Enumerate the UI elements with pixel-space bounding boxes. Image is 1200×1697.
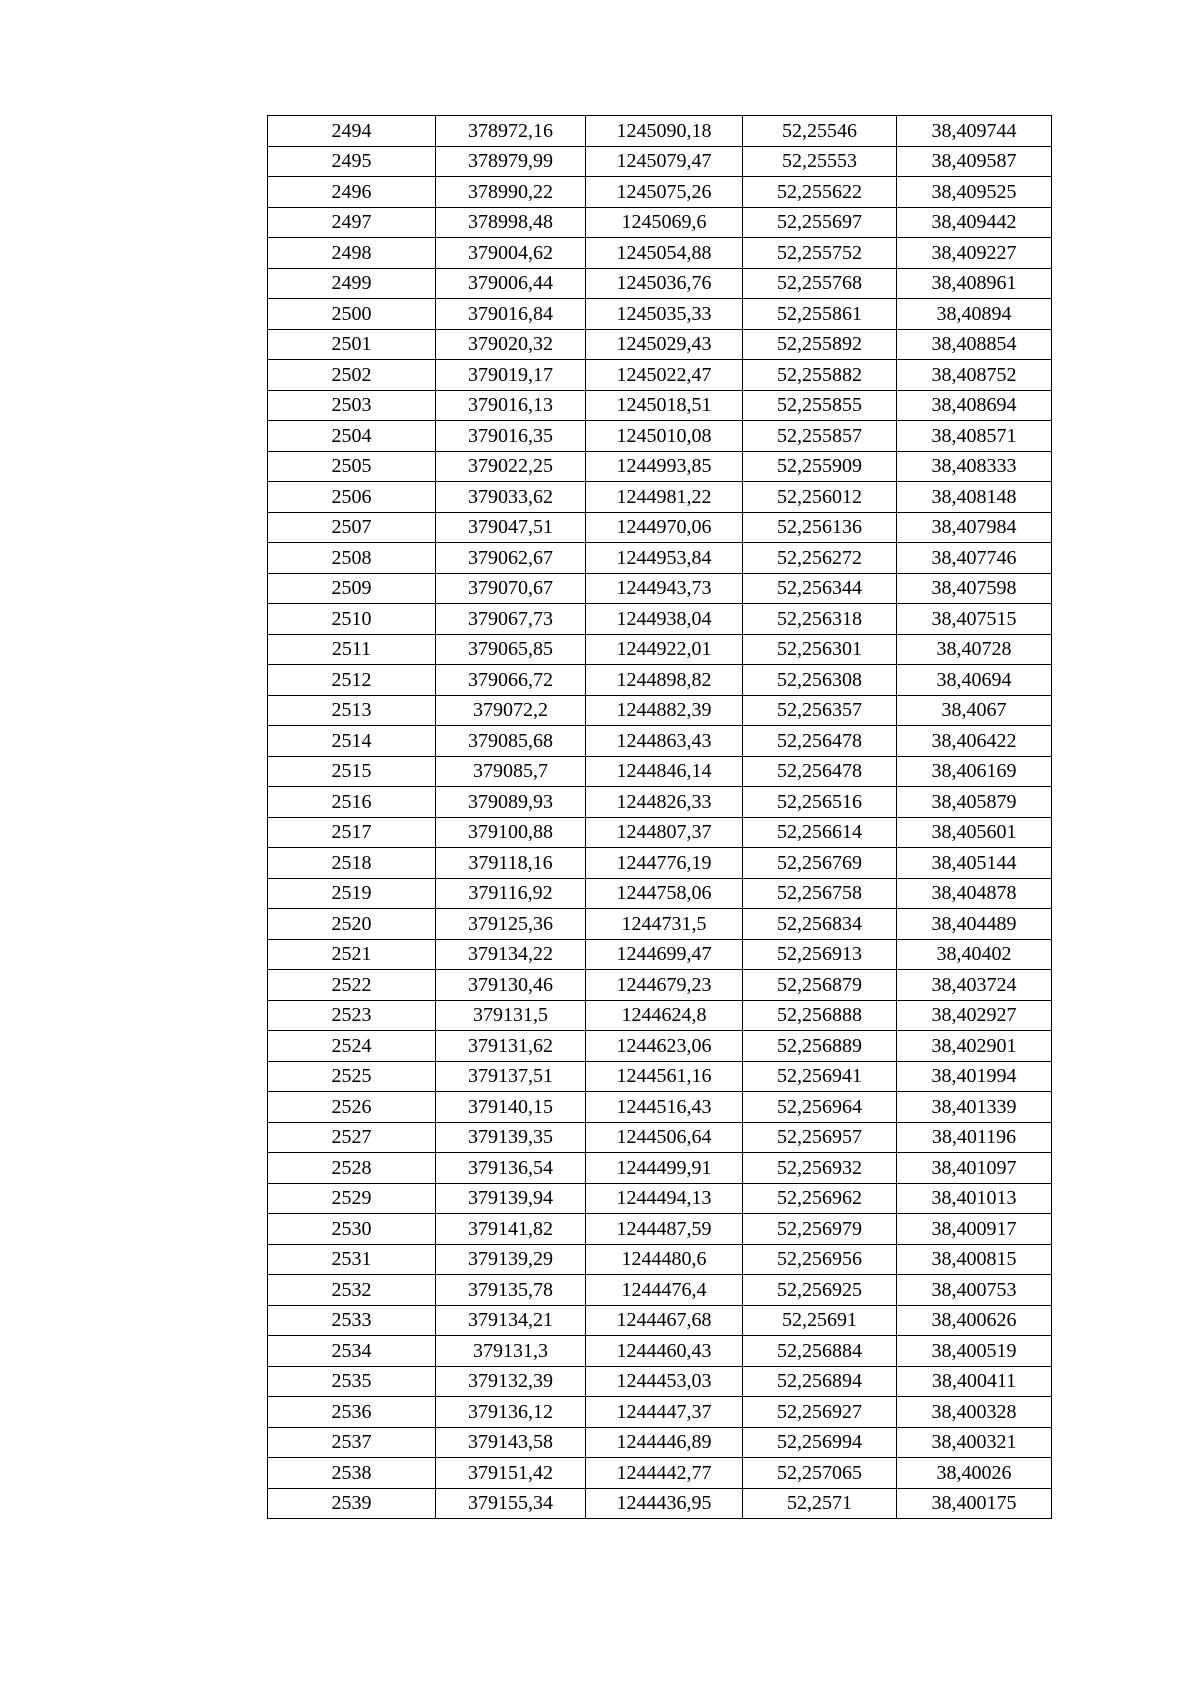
- latitude-cell: 52,256272: [743, 543, 897, 574]
- point-number-cell: 2520: [268, 909, 436, 940]
- x-coordinate-cell: 379130,46: [436, 970, 586, 1001]
- y-coordinate-cell: 1244981,22: [586, 482, 743, 513]
- point-number-cell: 2523: [268, 1000, 436, 1031]
- longitude-cell: 38,408961: [897, 268, 1052, 299]
- latitude-cell: 52,25546: [743, 116, 897, 147]
- latitude-cell: 52,256318: [743, 604, 897, 635]
- longitude-cell: 38,400411: [897, 1366, 1052, 1397]
- point-number-cell: 2527: [268, 1122, 436, 1153]
- x-coordinate-cell: 379089,93: [436, 787, 586, 818]
- table-row: [268, 451, 1052, 482]
- longitude-cell: 38,400519: [897, 1336, 1052, 1367]
- y-coordinate-cell: 1244679,23: [586, 970, 743, 1001]
- x-coordinate-cell: 379136,54: [436, 1153, 586, 1184]
- x-coordinate-cell: 379085,68: [436, 726, 586, 757]
- point-number-cell: 2522: [268, 970, 436, 1001]
- longitude-cell: 38,40728: [897, 634, 1052, 665]
- longitude-cell: 38,409525: [897, 177, 1052, 208]
- table-row: [268, 878, 1052, 909]
- table-row: [268, 604, 1052, 635]
- table-row: [268, 116, 1052, 147]
- x-coordinate-cell: 379047,51: [436, 512, 586, 543]
- table-row: [268, 543, 1052, 574]
- y-coordinate-cell: 1245079,47: [586, 146, 743, 177]
- x-coordinate-cell: 379131,5: [436, 1000, 586, 1031]
- x-coordinate-cell: 379137,51: [436, 1061, 586, 1092]
- x-coordinate-cell: 379131,62: [436, 1031, 586, 1062]
- y-coordinate-cell: 1245035,33: [586, 299, 743, 330]
- x-coordinate-cell: 378979,99: [436, 146, 586, 177]
- y-coordinate-cell: 1244446,89: [586, 1427, 743, 1458]
- latitude-cell: 52,255697: [743, 207, 897, 238]
- y-coordinate-cell: 1244460,43: [586, 1336, 743, 1367]
- longitude-cell: 38,404878: [897, 878, 1052, 909]
- y-coordinate-cell: 1244487,59: [586, 1214, 743, 1245]
- y-coordinate-cell: 1245054,88: [586, 238, 743, 269]
- point-number-cell: 2516: [268, 787, 436, 818]
- table-row: [268, 970, 1052, 1001]
- point-number-cell: 2500: [268, 299, 436, 330]
- point-number-cell: 2521: [268, 939, 436, 970]
- x-coordinate-cell: 379065,85: [436, 634, 586, 665]
- x-coordinate-cell: 379131,3: [436, 1336, 586, 1367]
- table-row: [268, 329, 1052, 360]
- table-row: [268, 1488, 1052, 1519]
- longitude-cell: 38,40694: [897, 665, 1052, 696]
- y-coordinate-cell: 1244506,64: [586, 1122, 743, 1153]
- y-coordinate-cell: 1244623,06: [586, 1031, 743, 1062]
- y-coordinate-cell: 1245069,6: [586, 207, 743, 238]
- longitude-cell: 38,409587: [897, 146, 1052, 177]
- point-number-cell: 2519: [268, 878, 436, 909]
- point-number-cell: 2502: [268, 360, 436, 391]
- point-number-cell: 2514: [268, 726, 436, 757]
- x-coordinate-cell: 379019,17: [436, 360, 586, 391]
- y-coordinate-cell: 1245036,76: [586, 268, 743, 299]
- table-row: [268, 848, 1052, 879]
- y-coordinate-cell: 1244898,82: [586, 665, 743, 696]
- latitude-cell: 52,256012: [743, 482, 897, 513]
- latitude-cell: 52,256894: [743, 1366, 897, 1397]
- point-number-cell: 2528: [268, 1153, 436, 1184]
- point-number-cell: 2535: [268, 1366, 436, 1397]
- longitude-cell: 38,40894: [897, 299, 1052, 330]
- x-coordinate-cell: 379016,35: [436, 421, 586, 452]
- table-row: [268, 1458, 1052, 1489]
- table-row: [268, 390, 1052, 421]
- y-coordinate-cell: 1244970,06: [586, 512, 743, 543]
- y-coordinate-cell: 1244863,43: [586, 726, 743, 757]
- table-row: [268, 1305, 1052, 1336]
- longitude-cell: 38,4067: [897, 695, 1052, 726]
- y-coordinate-cell: 1245010,08: [586, 421, 743, 452]
- table-row: [268, 268, 1052, 299]
- longitude-cell: 38,400626: [897, 1305, 1052, 1336]
- longitude-cell: 38,401013: [897, 1183, 1052, 1214]
- longitude-cell: 38,408694: [897, 390, 1052, 421]
- point-number-cell: 2517: [268, 817, 436, 848]
- latitude-cell: 52,256889: [743, 1031, 897, 1062]
- y-coordinate-cell: 1244758,06: [586, 878, 743, 909]
- table-row: [268, 482, 1052, 513]
- latitude-cell: 52,256964: [743, 1092, 897, 1123]
- longitude-cell: 38,405601: [897, 817, 1052, 848]
- latitude-cell: 52,256769: [743, 848, 897, 879]
- x-coordinate-cell: 378972,16: [436, 116, 586, 147]
- y-coordinate-cell: 1244938,04: [586, 604, 743, 635]
- latitude-cell: 52,256478: [743, 756, 897, 787]
- table-row: [268, 1244, 1052, 1275]
- coordinates-table-body: [268, 116, 1052, 1519]
- y-coordinate-cell: 1244953,84: [586, 543, 743, 574]
- longitude-cell: 38,401994: [897, 1061, 1052, 1092]
- latitude-cell: 52,256516: [743, 787, 897, 818]
- latitude-cell: 52,255909: [743, 451, 897, 482]
- longitude-cell: 38,407984: [897, 512, 1052, 543]
- x-coordinate-cell: 379020,32: [436, 329, 586, 360]
- x-coordinate-cell: 379155,34: [436, 1488, 586, 1519]
- point-number-cell: 2536: [268, 1397, 436, 1428]
- latitude-cell: 52,255622: [743, 177, 897, 208]
- y-coordinate-cell: 1244442,77: [586, 1458, 743, 1489]
- table-row: [268, 238, 1052, 269]
- table-row: [268, 787, 1052, 818]
- point-number-cell: 2509: [268, 573, 436, 604]
- longitude-cell: 38,402927: [897, 1000, 1052, 1031]
- table-row: [268, 939, 1052, 970]
- point-number-cell: 2530: [268, 1214, 436, 1245]
- point-number-cell: 2525: [268, 1061, 436, 1092]
- table-row: [268, 421, 1052, 452]
- longitude-cell: 38,40026: [897, 1458, 1052, 1489]
- x-coordinate-cell: 379141,82: [436, 1214, 586, 1245]
- point-number-cell: 2511: [268, 634, 436, 665]
- y-coordinate-cell: 1244561,16: [586, 1061, 743, 1092]
- y-coordinate-cell: 1244516,43: [586, 1092, 743, 1123]
- latitude-cell: 52,256614: [743, 817, 897, 848]
- point-number-cell: 2507: [268, 512, 436, 543]
- table-row: [268, 512, 1052, 543]
- point-number-cell: 2494: [268, 116, 436, 147]
- latitude-cell: 52,255752: [743, 238, 897, 269]
- table-row: [268, 1427, 1052, 1458]
- y-coordinate-cell: 1244776,19: [586, 848, 743, 879]
- longitude-cell: 38,40402: [897, 939, 1052, 970]
- y-coordinate-cell: 1245075,26: [586, 177, 743, 208]
- latitude-cell: 52,256913: [743, 939, 897, 970]
- x-coordinate-cell: 379139,94: [436, 1183, 586, 1214]
- longitude-cell: 38,407598: [897, 573, 1052, 604]
- table-row: [268, 573, 1052, 604]
- table-row: [268, 665, 1052, 696]
- longitude-cell: 38,405879: [897, 787, 1052, 818]
- point-number-cell: 2497: [268, 207, 436, 238]
- point-number-cell: 2537: [268, 1427, 436, 1458]
- x-coordinate-cell: 378990,22: [436, 177, 586, 208]
- longitude-cell: 38,403724: [897, 970, 1052, 1001]
- point-number-cell: 2501: [268, 329, 436, 360]
- point-number-cell: 2532: [268, 1275, 436, 1306]
- x-coordinate-cell: 379016,84: [436, 299, 586, 330]
- table-row: [268, 299, 1052, 330]
- table-row: [268, 695, 1052, 726]
- longitude-cell: 38,400917: [897, 1214, 1052, 1245]
- latitude-cell: 52,256136: [743, 512, 897, 543]
- table-row: [268, 1366, 1052, 1397]
- latitude-cell: 52,256301: [743, 634, 897, 665]
- latitude-cell: 52,256979: [743, 1214, 897, 1245]
- table-row: [268, 1061, 1052, 1092]
- x-coordinate-cell: 379136,12: [436, 1397, 586, 1428]
- x-coordinate-cell: 379125,36: [436, 909, 586, 940]
- longitude-cell: 38,400815: [897, 1244, 1052, 1275]
- longitude-cell: 38,406169: [897, 756, 1052, 787]
- x-coordinate-cell: 379143,58: [436, 1427, 586, 1458]
- y-coordinate-cell: 1244731,5: [586, 909, 743, 940]
- latitude-cell: 52,255861: [743, 299, 897, 330]
- x-coordinate-cell: 379134,21: [436, 1305, 586, 1336]
- x-coordinate-cell: 379022,25: [436, 451, 586, 482]
- table-row: [268, 1092, 1052, 1123]
- x-coordinate-cell: 379140,15: [436, 1092, 586, 1123]
- latitude-cell: 52,256925: [743, 1275, 897, 1306]
- table-row: [268, 1153, 1052, 1184]
- latitude-cell: 52,256344: [743, 573, 897, 604]
- x-coordinate-cell: 379132,39: [436, 1366, 586, 1397]
- point-number-cell: 2538: [268, 1458, 436, 1489]
- latitude-cell: 52,256994: [743, 1427, 897, 1458]
- x-coordinate-cell: 378998,48: [436, 207, 586, 238]
- y-coordinate-cell: 1244846,14: [586, 756, 743, 787]
- longitude-cell: 38,409227: [897, 238, 1052, 269]
- table-row: [268, 177, 1052, 208]
- point-number-cell: 2534: [268, 1336, 436, 1367]
- table-row: [268, 1122, 1052, 1153]
- y-coordinate-cell: 1244943,73: [586, 573, 743, 604]
- x-coordinate-cell: 379072,2: [436, 695, 586, 726]
- table-row: [268, 1000, 1052, 1031]
- longitude-cell: 38,400328: [897, 1397, 1052, 1428]
- y-coordinate-cell: 1244993,85: [586, 451, 743, 482]
- y-coordinate-cell: 1244922,01: [586, 634, 743, 665]
- y-coordinate-cell: 1244882,39: [586, 695, 743, 726]
- point-number-cell: 2512: [268, 665, 436, 696]
- table-row: [268, 726, 1052, 757]
- longitude-cell: 38,408752: [897, 360, 1052, 391]
- latitude-cell: 52,256758: [743, 878, 897, 909]
- longitude-cell: 38,405144: [897, 848, 1052, 879]
- point-number-cell: 2539: [268, 1488, 436, 1519]
- point-number-cell: 2503: [268, 390, 436, 421]
- x-coordinate-cell: 379139,29: [436, 1244, 586, 1275]
- y-coordinate-cell: 1244480,6: [586, 1244, 743, 1275]
- longitude-cell: 38,400175: [897, 1488, 1052, 1519]
- longitude-cell: 38,401097: [897, 1153, 1052, 1184]
- point-number-cell: 2510: [268, 604, 436, 635]
- table-row: [268, 146, 1052, 177]
- latitude-cell: 52,256478: [743, 726, 897, 757]
- y-coordinate-cell: 1245029,43: [586, 329, 743, 360]
- table-row: [268, 1214, 1052, 1245]
- point-number-cell: 2499: [268, 268, 436, 299]
- y-coordinate-cell: 1244447,37: [586, 1397, 743, 1428]
- longitude-cell: 38,408148: [897, 482, 1052, 513]
- point-number-cell: 2505: [268, 451, 436, 482]
- point-number-cell: 2513: [268, 695, 436, 726]
- longitude-cell: 38,407746: [897, 543, 1052, 574]
- point-number-cell: 2533: [268, 1305, 436, 1336]
- latitude-cell: 52,256888: [743, 1000, 897, 1031]
- y-coordinate-cell: 1244807,37: [586, 817, 743, 848]
- y-coordinate-cell: 1244699,47: [586, 939, 743, 970]
- x-coordinate-cell: 379139,35: [436, 1122, 586, 1153]
- latitude-cell: 52,257065: [743, 1458, 897, 1489]
- table-row: [268, 207, 1052, 238]
- table-row: [268, 1336, 1052, 1367]
- latitude-cell: 52,256932: [743, 1153, 897, 1184]
- table-row: [268, 756, 1052, 787]
- y-coordinate-cell: 1245018,51: [586, 390, 743, 421]
- latitude-cell: 52,256956: [743, 1244, 897, 1275]
- latitude-cell: 52,255857: [743, 421, 897, 452]
- point-number-cell: 2506: [268, 482, 436, 513]
- latitude-cell: 52,25691: [743, 1305, 897, 1336]
- x-coordinate-cell: 379062,67: [436, 543, 586, 574]
- x-coordinate-cell: 379100,88: [436, 817, 586, 848]
- longitude-cell: 38,408333: [897, 451, 1052, 482]
- longitude-cell: 38,401339: [897, 1092, 1052, 1123]
- latitude-cell: 52,255768: [743, 268, 897, 299]
- x-coordinate-cell: 379151,42: [436, 1458, 586, 1489]
- longitude-cell: 38,404489: [897, 909, 1052, 940]
- longitude-cell: 38,408854: [897, 329, 1052, 360]
- x-coordinate-cell: 379006,44: [436, 268, 586, 299]
- point-number-cell: 2524: [268, 1031, 436, 1062]
- x-coordinate-cell: 379066,72: [436, 665, 586, 696]
- y-coordinate-cell: 1245090,18: [586, 116, 743, 147]
- latitude-cell: 52,256879: [743, 970, 897, 1001]
- x-coordinate-cell: 379116,92: [436, 878, 586, 909]
- latitude-cell: 52,25553: [743, 146, 897, 177]
- longitude-cell: 38,408571: [897, 421, 1052, 452]
- point-number-cell: 2508: [268, 543, 436, 574]
- longitude-cell: 38,400321: [897, 1427, 1052, 1458]
- longitude-cell: 38,401196: [897, 1122, 1052, 1153]
- table-row: [268, 817, 1052, 848]
- latitude-cell: 52,256957: [743, 1122, 897, 1153]
- point-number-cell: 2495: [268, 146, 436, 177]
- latitude-cell: 52,255882: [743, 360, 897, 391]
- longitude-cell: 38,409442: [897, 207, 1052, 238]
- y-coordinate-cell: 1244453,03: [586, 1366, 743, 1397]
- x-coordinate-cell: 379085,7: [436, 756, 586, 787]
- x-coordinate-cell: 379118,16: [436, 848, 586, 879]
- x-coordinate-cell: 379016,13: [436, 390, 586, 421]
- x-coordinate-cell: 379033,62: [436, 482, 586, 513]
- table-row: [268, 634, 1052, 665]
- point-number-cell: 2529: [268, 1183, 436, 1214]
- table-row: [268, 1031, 1052, 1062]
- table-row: [268, 909, 1052, 940]
- y-coordinate-cell: 1244494,13: [586, 1183, 743, 1214]
- x-coordinate-cell: 379135,78: [436, 1275, 586, 1306]
- y-coordinate-cell: 1245022,47: [586, 360, 743, 391]
- y-coordinate-cell: 1244476,4: [586, 1275, 743, 1306]
- table-row: [268, 1183, 1052, 1214]
- latitude-cell: 52,2571: [743, 1488, 897, 1519]
- point-number-cell: 2518: [268, 848, 436, 879]
- table-row: [268, 1397, 1052, 1428]
- x-coordinate-cell: 379070,67: [436, 573, 586, 604]
- point-number-cell: 2498: [268, 238, 436, 269]
- y-coordinate-cell: 1244499,91: [586, 1153, 743, 1184]
- point-number-cell: 2531: [268, 1244, 436, 1275]
- x-coordinate-cell: 379067,73: [436, 604, 586, 635]
- latitude-cell: 52,256884: [743, 1336, 897, 1367]
- table-row: [268, 360, 1052, 391]
- y-coordinate-cell: 1244467,68: [586, 1305, 743, 1336]
- longitude-cell: 38,407515: [897, 604, 1052, 635]
- x-coordinate-cell: 379134,22: [436, 939, 586, 970]
- latitude-cell: 52,256357: [743, 695, 897, 726]
- longitude-cell: 38,402901: [897, 1031, 1052, 1062]
- longitude-cell: 38,406422: [897, 726, 1052, 757]
- y-coordinate-cell: 1244624,8: [586, 1000, 743, 1031]
- x-coordinate-cell: 379004,62: [436, 238, 586, 269]
- y-coordinate-cell: 1244436,95: [586, 1488, 743, 1519]
- point-number-cell: 2515: [268, 756, 436, 787]
- point-number-cell: 2504: [268, 421, 436, 452]
- latitude-cell: 52,256927: [743, 1397, 897, 1428]
- point-number-cell: 2526: [268, 1092, 436, 1123]
- point-number-cell: 2496: [268, 177, 436, 208]
- latitude-cell: 52,256308: [743, 665, 897, 696]
- longitude-cell: 38,400753: [897, 1275, 1052, 1306]
- longitude-cell: 38,409744: [897, 116, 1052, 147]
- latitude-cell: 52,255855: [743, 390, 897, 421]
- latitude-cell: 52,256941: [743, 1061, 897, 1092]
- y-coordinate-cell: 1244826,33: [586, 787, 743, 818]
- latitude-cell: 52,256962: [743, 1183, 897, 1214]
- latitude-cell: 52,256834: [743, 909, 897, 940]
- latitude-cell: 52,255892: [743, 329, 897, 360]
- coordinates-table: [267, 115, 1052, 1519]
- table-row: [268, 1275, 1052, 1306]
